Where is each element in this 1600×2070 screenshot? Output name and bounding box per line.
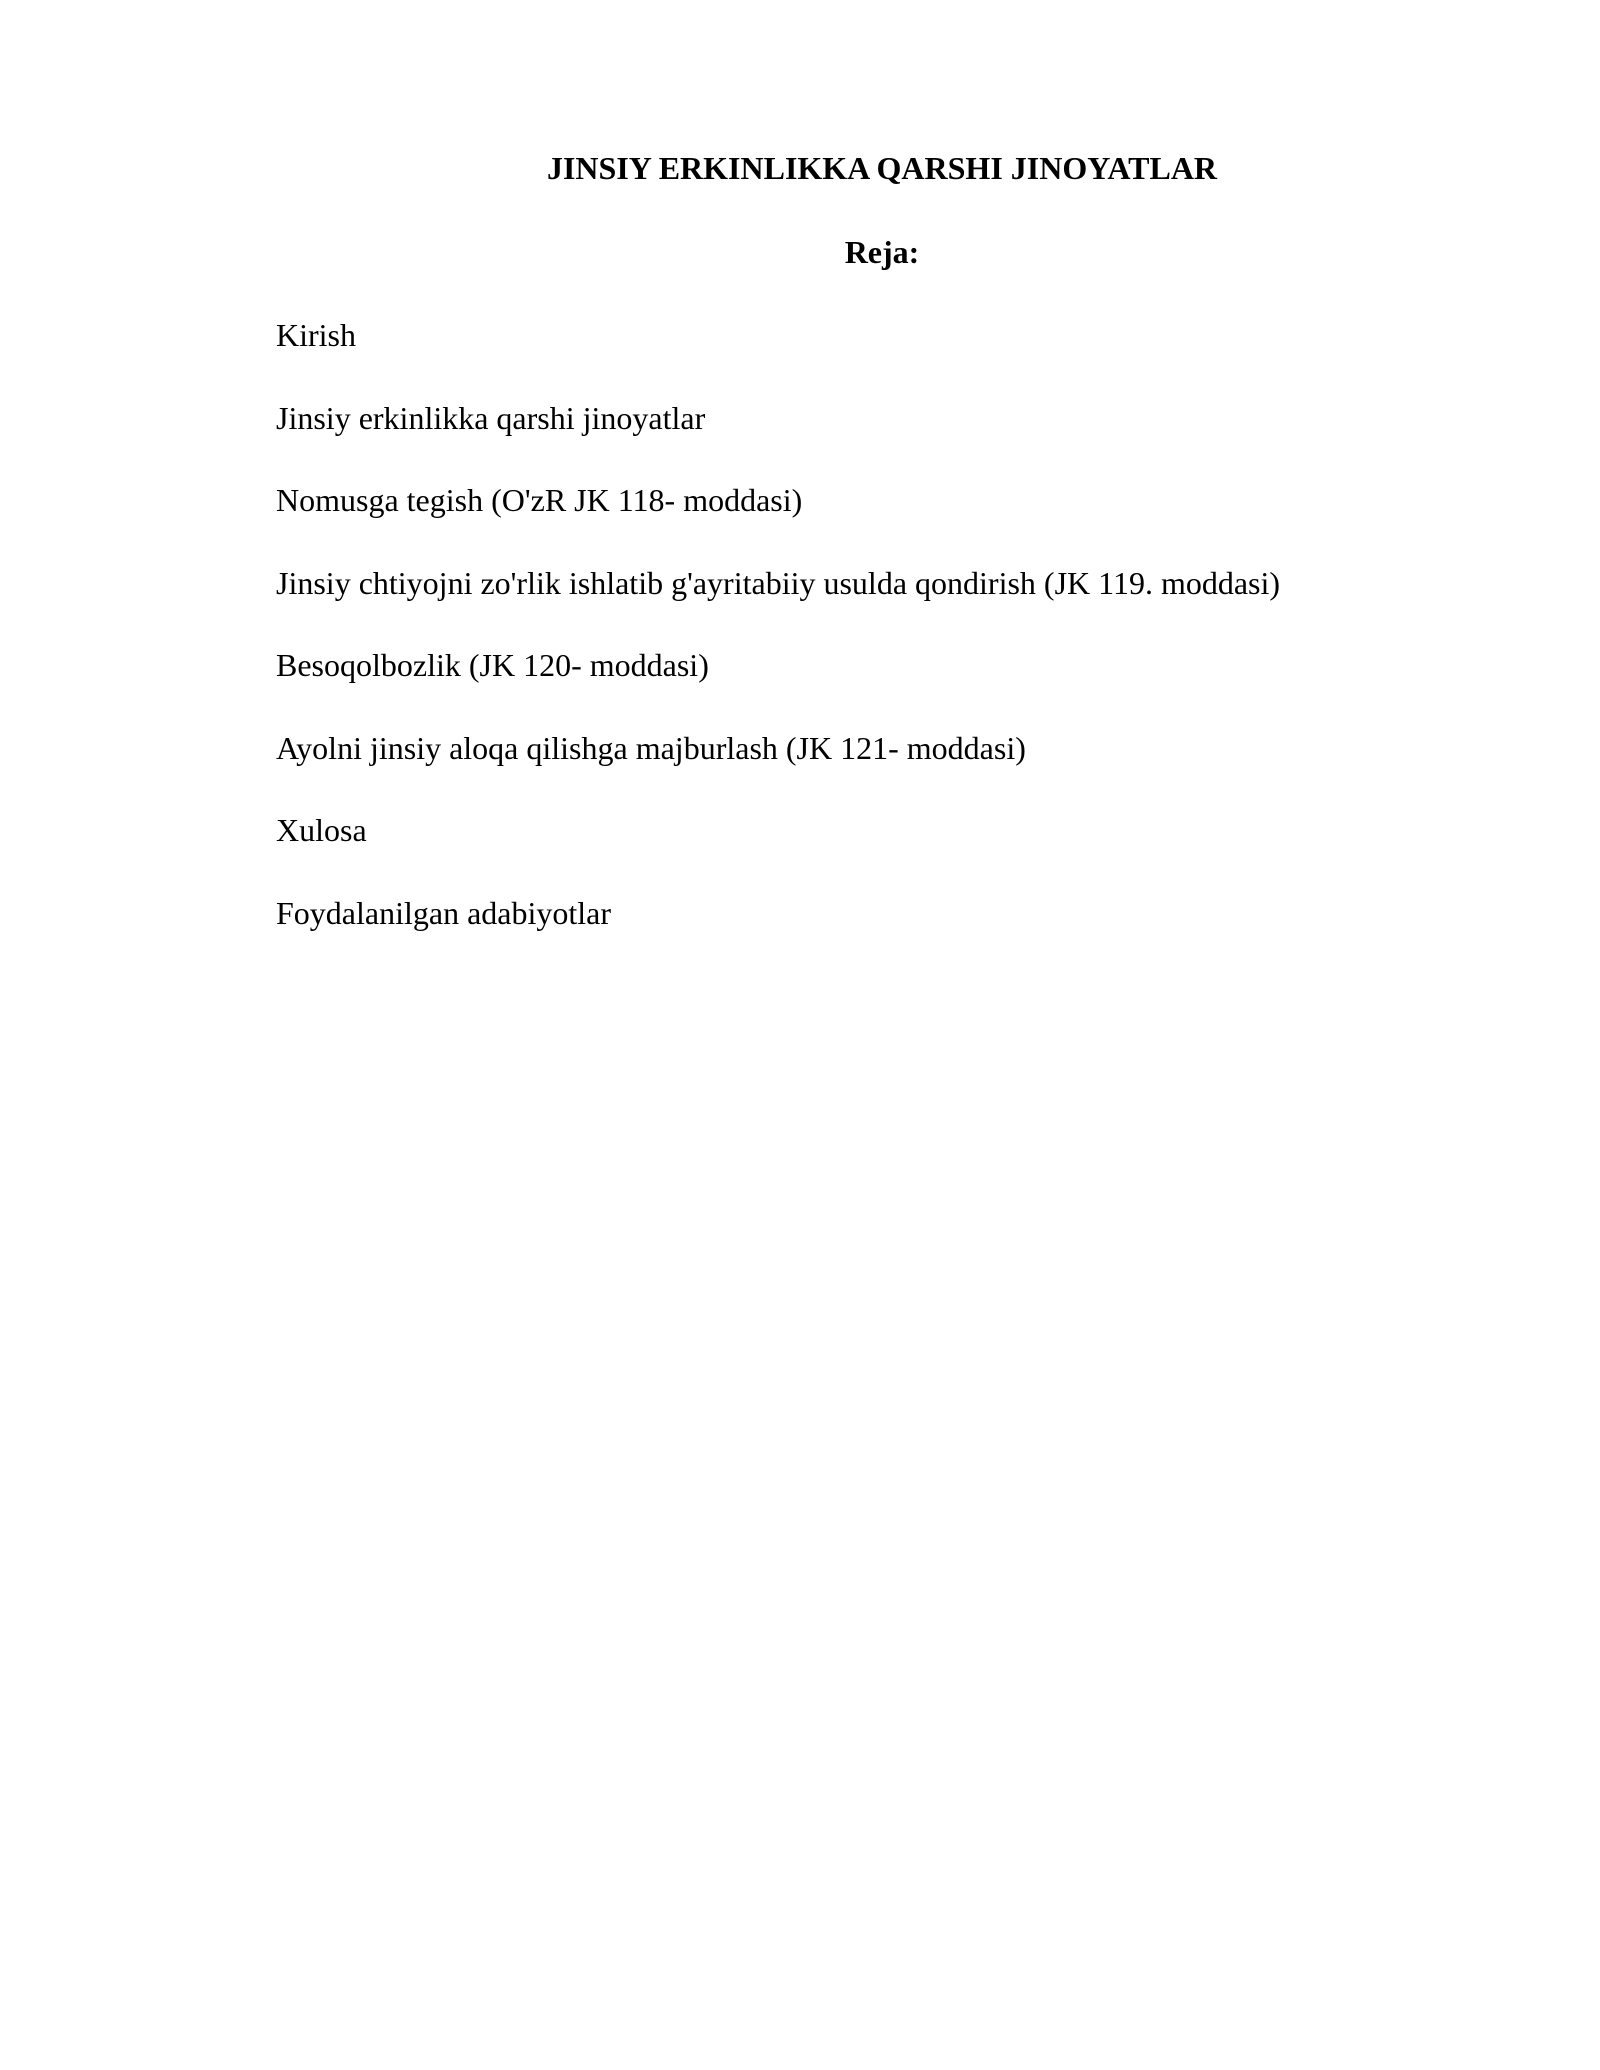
document-title: JINSIY ERKINLIKKA QARSHI JINOYATLAR (546, 150, 1218, 186)
plan-heading: Reja: (844, 234, 920, 270)
plan-item-xulosa: Xulosa (276, 812, 367, 848)
plan-item-kirish: Kirish (276, 317, 356, 353)
plan-item-majburlash: Ayolni jinsiy aloqa qilishga majburlash (JK 121- moddasi) (276, 729, 1026, 766)
plan-item-nomusga-tegish: Nomusga tegish (O'zR JK 118- moddasi) (276, 482, 803, 518)
plan-item-jinsiy-erkinlik: Jinsiy erkinlikka qarshi jinoyatlar (276, 399, 706, 436)
plan-item-adabiyotlar: Foydalanilgan adabiyotlar (276, 894, 612, 931)
plan-list (276, 315, 1280, 975)
plan-item-jk-119: Jinsiy chtiyojni zo'rlik ishlatib g'ayritabiiy usulda qondirish (JK 119. moddasi) (276, 564, 1281, 601)
plan-item-besoqolbozlik: Besoqolbozlik (JK 120- moddasi) (276, 647, 709, 683)
